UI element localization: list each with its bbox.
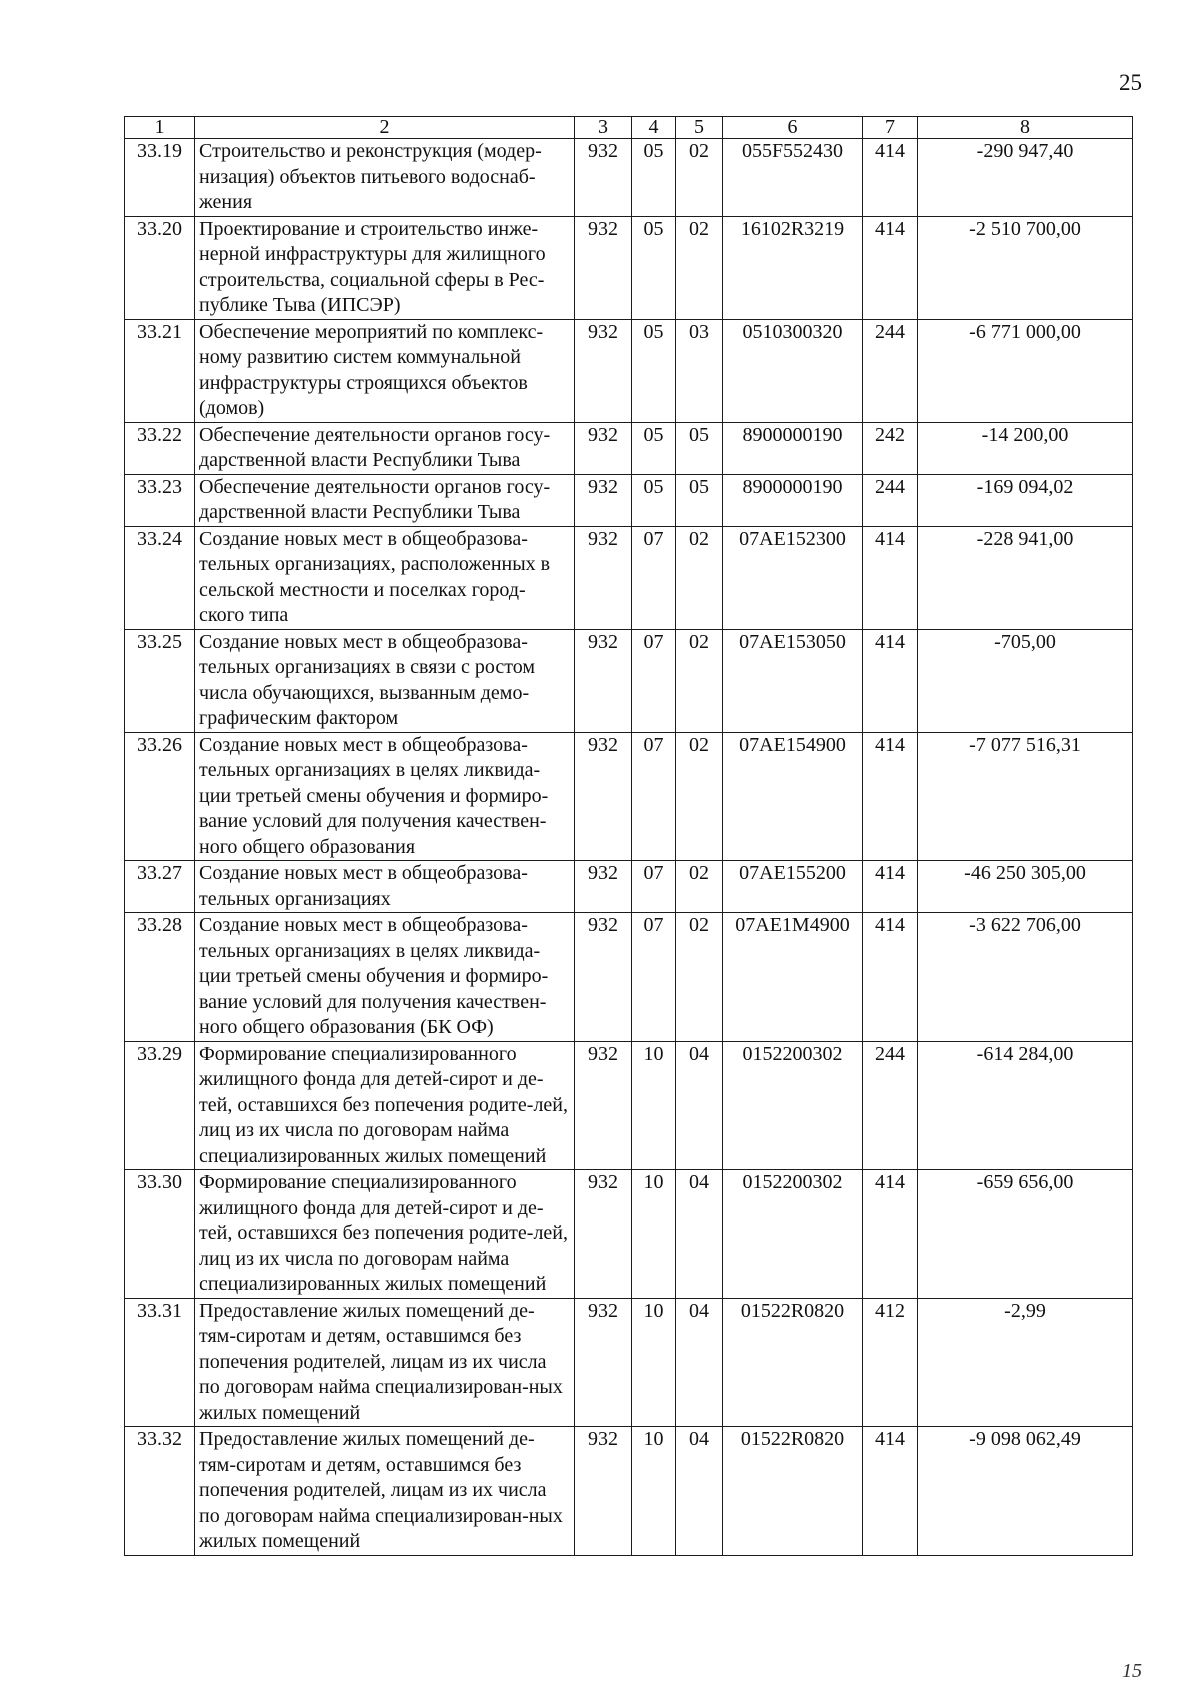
col3-code: 932: [575, 1041, 632, 1170]
budget-table: [124, 116, 1133, 1556]
col5-code: 02: [676, 732, 723, 861]
table-row: [125, 1170, 1133, 1299]
col4-code: 05: [632, 319, 676, 422]
col3-code: 932: [575, 913, 632, 1042]
table-row: [125, 319, 1133, 422]
row-name: Создание новых мест в общеобразова-тельных организациях в целях ликвида-ции третьей смены обучения и формиро-вание условий для получения качествен-ного общего образования: [195, 732, 575, 861]
page-number: 25: [1119, 70, 1142, 95]
col3-code: 932: [575, 629, 632, 732]
col8-amount: -2 510 700,00: [918, 216, 1133, 319]
row-name: Создание новых мест в общеобразова-тельных организациях в целях ликвида-ции третьей смены обучения и формиро-вание условий для получения качествен-ного общего образования (БК ОФ): [195, 913, 575, 1042]
table-row: [125, 526, 1133, 629]
col6-code: 8900000190: [723, 422, 863, 474]
col5-code: 02: [676, 861, 723, 913]
col5-code: 02: [676, 216, 723, 319]
row-number: 33.24: [125, 526, 195, 629]
row-number: 33.28: [125, 913, 195, 1042]
col8-amount: -2,99: [918, 1298, 1133, 1427]
row-name: Обеспечение деятельности органов госу-дарственной власти Республики Тыва: [195, 474, 575, 526]
col6-code: 01522R0820: [723, 1298, 863, 1427]
col4-code: 10: [632, 1041, 676, 1170]
col7-code: 244: [863, 1041, 918, 1170]
col4-code: 10: [632, 1427, 676, 1556]
header-cell: 1: [125, 117, 195, 139]
header-cell: 5: [676, 117, 723, 139]
table-row: [125, 1041, 1133, 1170]
col8-amount: -705,00: [918, 629, 1133, 732]
table-row: [125, 139, 1133, 217]
col8-amount: -6 771 000,00: [918, 319, 1133, 422]
col3-code: 932: [575, 139, 632, 217]
table-row: [125, 861, 1133, 913]
row-number: 33.31: [125, 1298, 195, 1427]
col5-code: 05: [676, 422, 723, 474]
col6-code: 0152200302: [723, 1170, 863, 1299]
col3-code: 932: [575, 1427, 632, 1556]
header-row: [125, 117, 1133, 139]
header-cell: 2: [195, 117, 575, 139]
row-number: 33.21: [125, 319, 195, 422]
row-number: 33.29: [125, 1041, 195, 1170]
corner-mark: 15: [1122, 1660, 1142, 1682]
col7-code: 412: [863, 1298, 918, 1427]
col7-code: 414: [863, 629, 918, 732]
col6-code: 16102R3219: [723, 216, 863, 319]
row-name: Предоставление жилых помещений де-тям-сиротам и детям, оставшимся без попечения родителей, лицам из их числа по договорам найма специализирован-ных жилых помещений: [195, 1298, 575, 1427]
col5-code: 04: [676, 1298, 723, 1427]
col6-code: 07AE155200: [723, 861, 863, 913]
col8-amount: -228 941,00: [918, 526, 1133, 629]
col6-code: 055F552430: [723, 139, 863, 217]
col3-code: 932: [575, 1170, 632, 1299]
header-cell: 4: [632, 117, 676, 139]
col7-code: 414: [863, 913, 918, 1042]
col4-code: 05: [632, 474, 676, 526]
col4-code: 07: [632, 629, 676, 732]
col8-amount: -9 098 062,49: [918, 1427, 1133, 1556]
table-row: [125, 913, 1133, 1042]
row-number: 33.27: [125, 861, 195, 913]
col3-code: 932: [575, 474, 632, 526]
header-cell: 7: [863, 117, 918, 139]
col6-code: 07AE152300: [723, 526, 863, 629]
col4-code: 07: [632, 732, 676, 861]
col5-code: 04: [676, 1427, 723, 1556]
col4-code: 07: [632, 526, 676, 629]
col6-code: 01522R0820: [723, 1427, 863, 1556]
row-name: Формирование специализированного жилищного фонда для детей-сирот и де-тей, оставшихся без попечения родите-лей, лиц из их числа по договорам найма специализированных жилых помещений: [195, 1041, 575, 1170]
col5-code: 04: [676, 1170, 723, 1299]
col7-code: 414: [863, 861, 918, 913]
row-number: 33.23: [125, 474, 195, 526]
col7-code: 244: [863, 474, 918, 526]
row-number: 33.25: [125, 629, 195, 732]
col5-code: 02: [676, 139, 723, 217]
col8-amount: -659 656,00: [918, 1170, 1133, 1299]
col4-code: 05: [632, 216, 676, 319]
col8-amount: -169 094,02: [918, 474, 1133, 526]
col4-code: 05: [632, 422, 676, 474]
header-cell: 8: [918, 117, 1133, 139]
col7-code: 244: [863, 319, 918, 422]
col3-code: 932: [575, 319, 632, 422]
col8-amount: -7 077 516,31: [918, 732, 1133, 861]
col8-amount: -46 250 305,00: [918, 861, 1133, 913]
table-row: [125, 216, 1133, 319]
col7-code: 414: [863, 216, 918, 319]
row-number: 33.20: [125, 216, 195, 319]
col5-code: 04: [676, 1041, 723, 1170]
col3-code: 932: [575, 732, 632, 861]
col5-code: 05: [676, 474, 723, 526]
table-row: [125, 1427, 1133, 1556]
col3-code: 932: [575, 526, 632, 629]
row-name: Создание новых мест в общеобразова-тельных организациях, расположенных в сельской местности и поселках город-ского типа: [195, 526, 575, 629]
row-name: Создание новых мест в общеобразова-тельных организациях: [195, 861, 575, 913]
row-name: Проектирование и строительство инже-нерной инфраструктуры для жилищного строительства, социальной сферы в Рес-публике Тыва (ИПСЭР): [195, 216, 575, 319]
col3-code: 932: [575, 216, 632, 319]
col4-code: 10: [632, 1298, 676, 1427]
col4-code: 10: [632, 1170, 676, 1299]
row-number: 33.30: [125, 1170, 195, 1299]
col8-amount: -14 200,00: [918, 422, 1133, 474]
col5-code: 02: [676, 629, 723, 732]
row-number: 33.32: [125, 1427, 195, 1556]
row-number: 33.26: [125, 732, 195, 861]
col7-code: 414: [863, 732, 918, 861]
table-row: [125, 422, 1133, 474]
table-row: [125, 732, 1133, 861]
row-number: 33.22: [125, 422, 195, 474]
col7-code: 242: [863, 422, 918, 474]
table-row: [125, 1298, 1133, 1427]
col7-code: 414: [863, 526, 918, 629]
col6-code: 07AE1M4900: [723, 913, 863, 1042]
row-name: Создание новых мест в общеобразова-тельных организациях в связи с ростом числа обучающихся, вызванным демо-графическим фактором: [195, 629, 575, 732]
table-row: [125, 474, 1133, 526]
col4-code: 05: [632, 139, 676, 217]
col3-code: 932: [575, 1298, 632, 1427]
row-number: 33.19: [125, 139, 195, 217]
col3-code: 932: [575, 861, 632, 913]
col4-code: 07: [632, 861, 676, 913]
row-name: Строительство и реконструкция (модер-низация) объектов питьевого водоснаб-жения: [195, 139, 575, 217]
row-name: Обеспечение мероприятий по комплекс-ному развитию систем коммунальной инфраструктуры строящихся объектов (домов): [195, 319, 575, 422]
col6-code: 07AE153050: [723, 629, 863, 732]
col6-code: 07AE154900: [723, 732, 863, 861]
col7-code: 414: [863, 1427, 918, 1556]
col5-code: 03: [676, 319, 723, 422]
row-name: Предоставление жилых помещений де-тям-сиротам и детям, оставшимся без попечения родителей, лицам из их числа по договорам найма специализирован-ных жилых помещений: [195, 1427, 575, 1556]
col5-code: 02: [676, 913, 723, 1042]
col6-code: 0152200302: [723, 1041, 863, 1170]
col5-code: 02: [676, 526, 723, 629]
col7-code: 414: [863, 1170, 918, 1299]
row-name: Обеспечение деятельности органов госу-дарственной власти Республики Тыва: [195, 422, 575, 474]
col8-amount: -3 622 706,00: [918, 913, 1133, 1042]
header-cell: 6: [723, 117, 863, 139]
col3-code: 932: [575, 422, 632, 474]
col8-amount: -614 284,00: [918, 1041, 1133, 1170]
table-row: [125, 629, 1133, 732]
col7-code: 414: [863, 139, 918, 217]
col4-code: 07: [632, 913, 676, 1042]
col6-code: 8900000190: [723, 474, 863, 526]
col6-code: 0510300320: [723, 319, 863, 422]
row-name: Формирование специализированного жилищного фонда для детей-сирот и де-тей, оставшихся без попечения родите-лей, лиц из их числа по договорам найма специализированных жилых помещений: [195, 1170, 575, 1299]
col8-amount: -290 947,40: [918, 139, 1133, 217]
header-cell: 3: [575, 117, 632, 139]
